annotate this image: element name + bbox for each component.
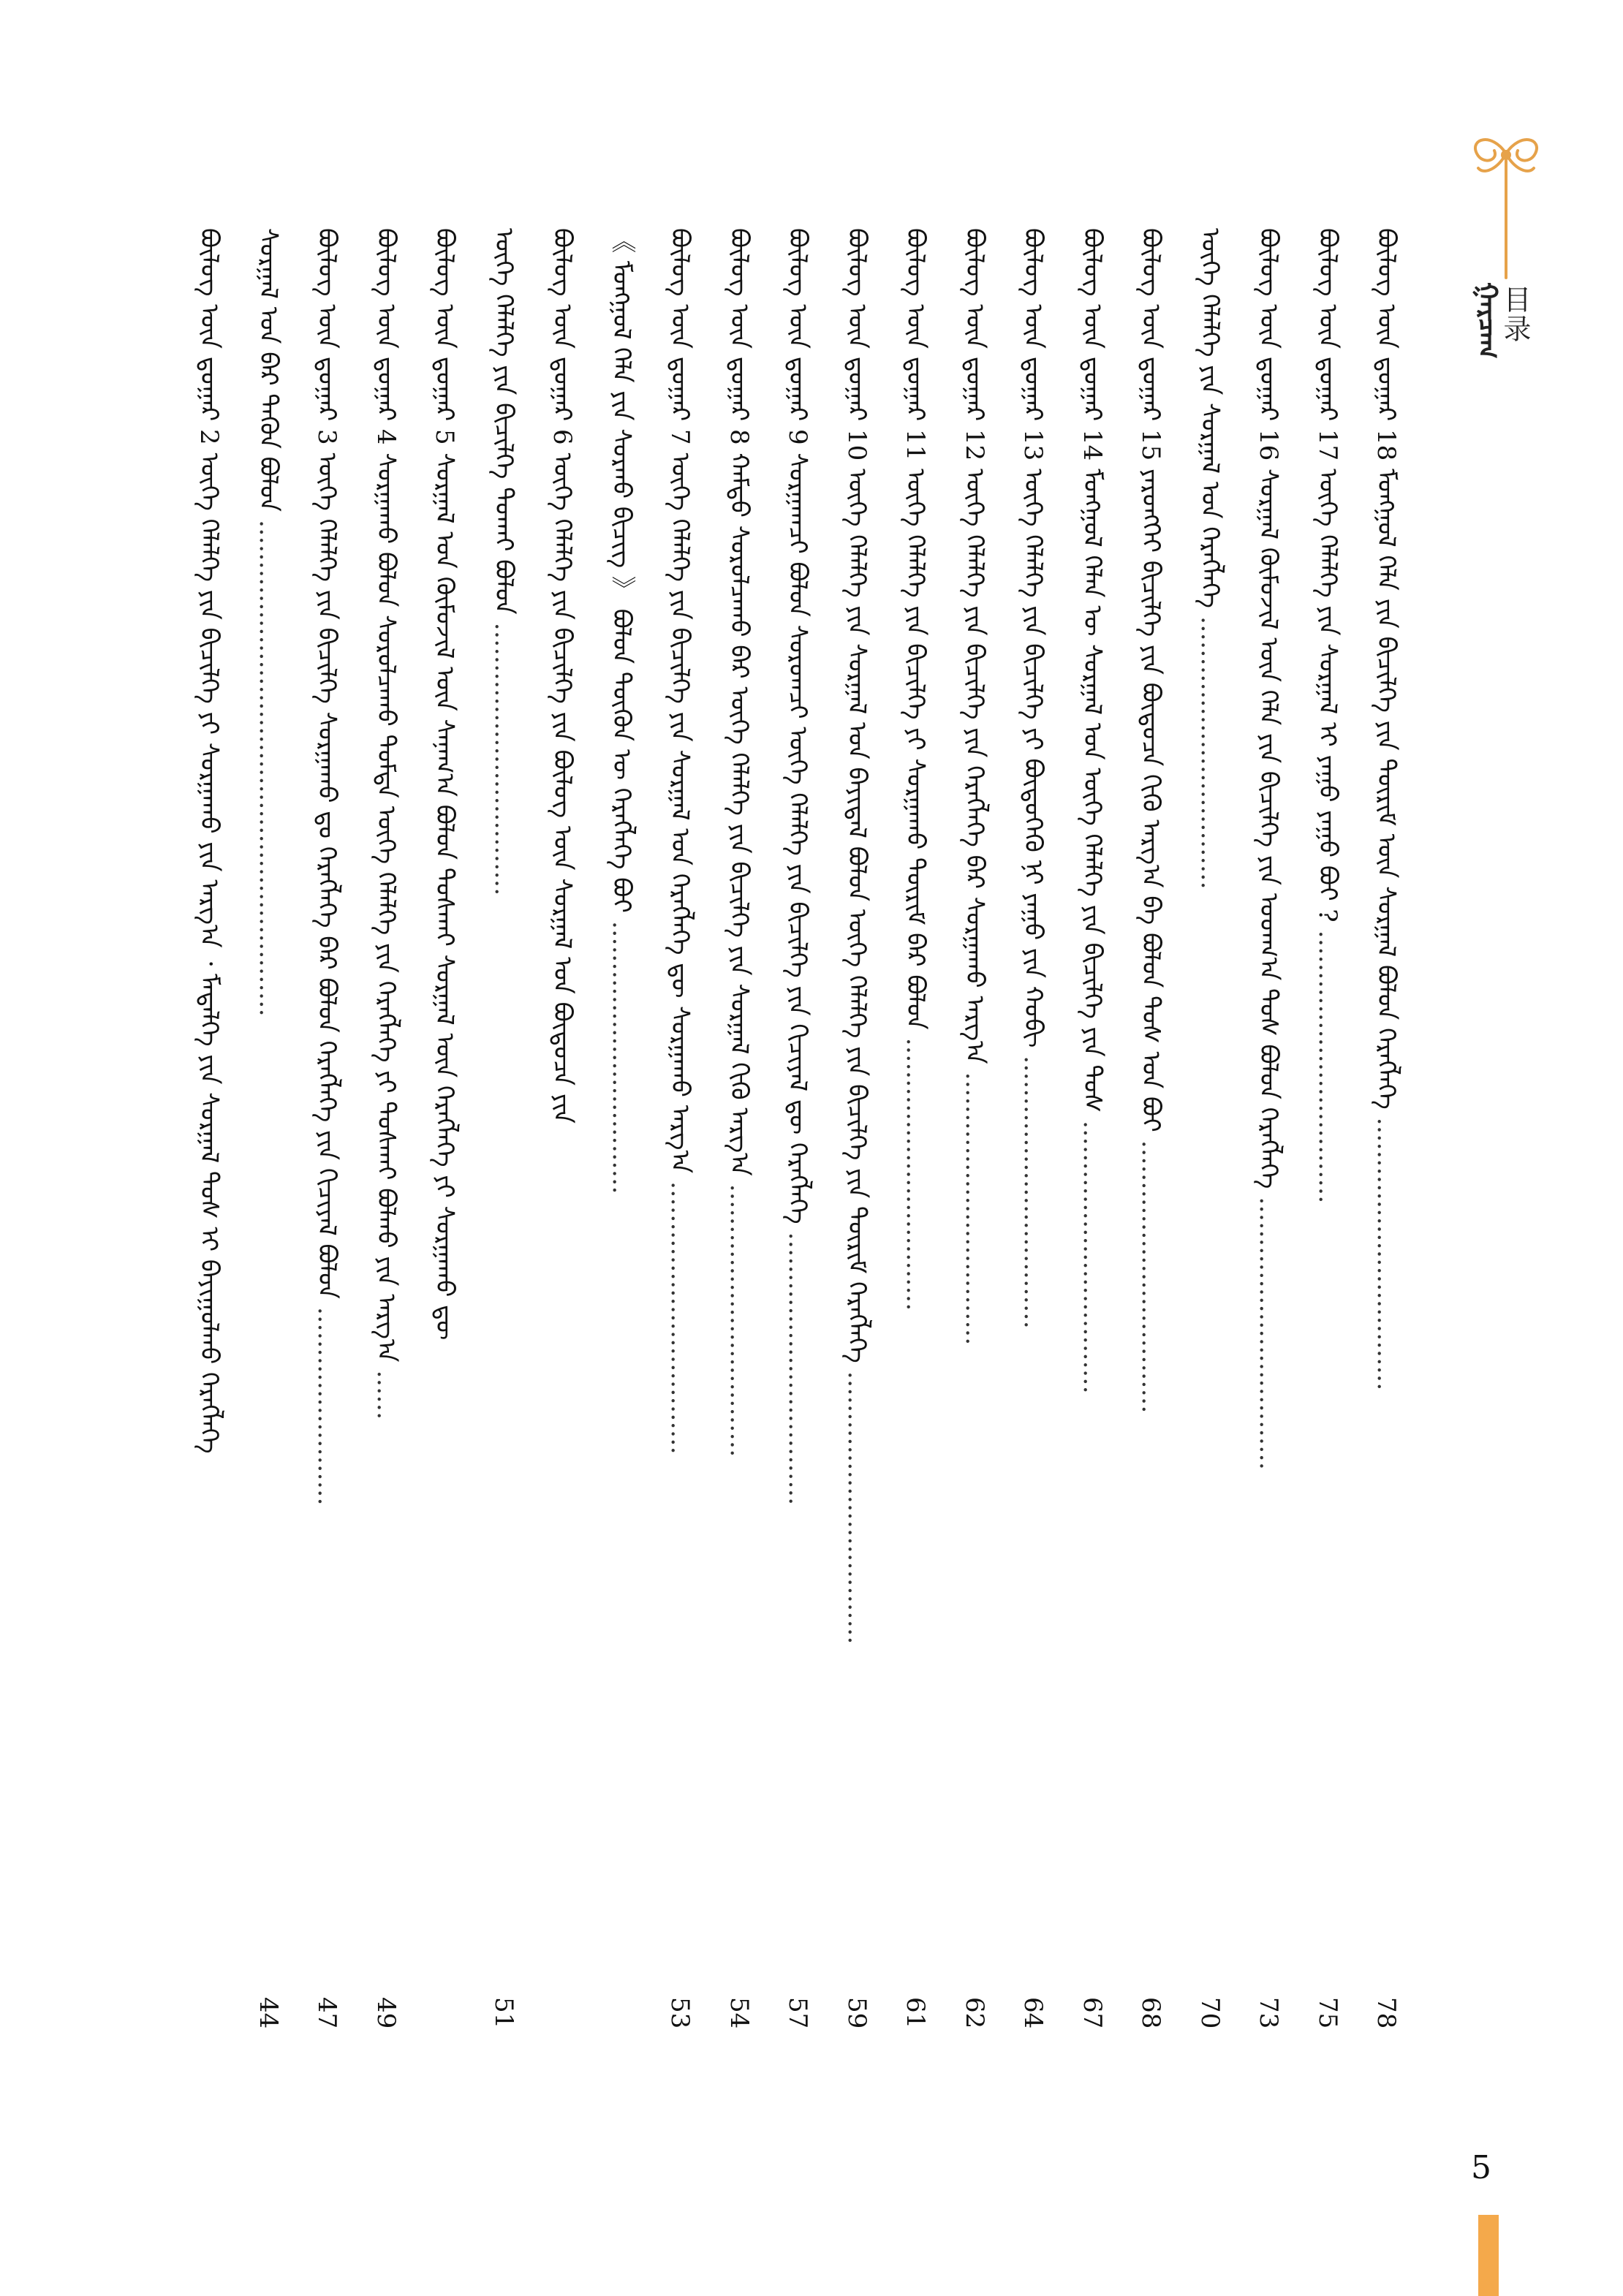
toc-entry[interactable] bbox=[899, 228, 931, 2026]
toc-entry-page: 62 bbox=[960, 1997, 989, 2029]
toc-entry-page: 44 bbox=[254, 1997, 283, 2029]
toc-entry-number: 8 bbox=[725, 429, 754, 445]
toc-entry-number: 4 bbox=[371, 429, 401, 445]
toc-entry-label: ᠪᠦᠯᠦᠭ ᠦᠨ ᠳ᠋ᠤᠭᠠᠷ bbox=[842, 228, 871, 422]
toc-entry-title: ᠦᠭᠡ ᠬᠡᠯᠡᠯᠭᠡ ᠶᠢᠨ ᠰᠤᠷᠭᠠᠯ ᠤᠨ ᠬᠡᠷᠡᠭᠯᠡᠭᠡ bbox=[1195, 228, 1225, 609]
toc-entry-label: ᠪᠦᠯᠦᠭ ᠦᠨ ᠳ᠋ᠤᠭᠠᠷ bbox=[548, 228, 577, 422]
toc-entry-title: ᠰᠤᠷᠭᠠᠯ ᠤᠨ ᠬᠦᠮᠦᠵᠢᠯ ᠦᠨ ᠰᠠᠨᠠᠭ᠎ᠠ ᠪᠤᠯᠤᠨ ᠲᠤᠰᠬᠠᠢ ᠰᠤᠷᠭᠠᠯ ᠦᠨ ᠬᠡᠷᠡᠭᠯᠡᠭᠡ ᠶᠢ ᠰᠤᠷᠭᠠᠬᠤ ᠳᠦ bbox=[430, 452, 459, 1341]
toc-entry[interactable] bbox=[428, 228, 461, 2026]
toc-entry-leader: …………………………… bbox=[1313, 930, 1342, 1204]
toc-entry[interactable] bbox=[193, 228, 225, 2026]
toc-entry-title: ᠬᠠᠮᠲᠤ ᠰᠤᠷᠤᠯᠴᠠᠬᠤ ᠪᠡᠷ ᠦᠭᠡ ᠬᠡᠯᠡᠯᠭᠡ ᠶᠢᠨ ᠪᠢᠴᠢᠯᠭᠡ ᠶᠢᠨ ᠰᠤᠷᠭᠠᠯ ᠬᠢᠬᠦ ᠠᠷᠭ᠎ᠠ bbox=[725, 452, 754, 1176]
toc-entry[interactable] bbox=[1312, 228, 1344, 2026]
toc-entry-number: 13 bbox=[1018, 429, 1048, 461]
toc-entry-leader: …………………………… bbox=[1372, 1117, 1401, 1391]
toc-entry-number: 2 bbox=[194, 429, 224, 445]
toc-entry-leader: …………………………… bbox=[489, 622, 518, 896]
toc-entry-page: 54 bbox=[725, 1997, 754, 2029]
toc-entry-number: 7 bbox=[665, 429, 695, 445]
toc-entry-title: ᠰᠤᠷᠭᠠᠭᠴᠢ ᠪᠤᠯᠤᠨ ᠰᠤᠷᠤᠭᠴᠢ ᠦᠭᠡ ᠬᠡᠯᠡᠯᠭᠡ ᠶᠢᠨ ᠪᠢᠴᠢᠯᠭᠡ ᠶᠢᠨ ᠬᠢᠴᠢᠶᠡᠯ ᠳᠦ ᠬᠡᠷᠡᠭᠯᠡᠭᠡ bbox=[783, 452, 812, 1224]
toc-entry-title: ᠦᠭᠡ ᠬᠡᠯᠡᠯᠭᠡ ᠶᠢᠨ ᠪᠢᠴᠢᠯᠭᠡ ᠰᠤᠷᠭᠠᠬᠤ ᠳᠤ ᠬᠡᠷᠡᠭᠯᠡᠭᠡ ᠪᠡᠷ ᠪᠤᠯᠤᠨ ᠬᠡᠷᠡᠭᠯᠡᠭᠡ ᠶᠢᠨ ᠬᠢᠴᠢᠶᠡᠯ ᠪᠤᠯᠤᠨ bbox=[312, 452, 341, 1299]
toc-entry[interactable] bbox=[1076, 228, 1108, 2026]
toc-entry-page: 70 bbox=[1195, 1997, 1225, 2029]
toc-entry[interactable] bbox=[1252, 228, 1285, 2026]
toc-entry[interactable] bbox=[1135, 228, 1167, 2026]
toc-entry-leader: …………………………… bbox=[725, 1183, 754, 1458]
toc-entry-page bbox=[428, 1997, 461, 2063]
toc-entry-leader: …………………………… bbox=[665, 1181, 695, 1455]
toc-entry-label: ᠪᠦᠯᠦᠭ ᠦᠨ ᠳ᠋ᠤᠭᠠᠷ bbox=[371, 228, 401, 422]
toc-entry-title: ᠰᠤᠷᠭᠠᠬᠤ ᠪᠤᠯᠤᠨ ᠰᠤᠷᠤᠯᠴᠠᠬᠤ ᠳᠤᠮᠳᠠ ᠦᠭᠡ ᠬᠡᠯᠡᠯᠭᠡ ᠶᠢᠨ ᠬᠡᠷᠡᠭᠯᠡᠭᠡ ᠶᠢ ᠲᠤᠰᠬᠠᠢ ᠪᠤᠯᠬᠤ ᠶᠢᠨ ᠠᠷᠭ᠎ᠠ bbox=[371, 452, 401, 1363]
toc-entry-page: 68 bbox=[1136, 1997, 1165, 2029]
toc-entry[interactable] bbox=[605, 228, 638, 2026]
toc-entry-title: ᠮᠤᠩᠭᠤᠯ ᠬᠡᠯᠡᠨ ᠦ ᠰᠤᠷᠭᠠᠯ ᠤᠨ ᠦᠭᠡ ᠬᠡᠯᠡᠯᠭᠡ ᠶᠢᠨ ᠪᠢᠴᠢᠯᠭᠡ ᠶᠢᠨ ᠲᠤᠰ bbox=[1078, 469, 1107, 1113]
toc-entry-number: 16 bbox=[1254, 429, 1283, 461]
toc-entry-leader: …………………………… bbox=[1195, 615, 1225, 890]
toc-entry-title: ᠦᠭᠡ ᠬᠡᠯᠡᠯᠭᠡ ᠶᠢᠨ ᠰᠤᠷᠭᠠᠯ ᠤᠨ ᠪᠠᠶᠢᠳᠠᠯ ᠪᠤᠯᠤᠨ ᠦᠭᠡ ᠬᠡᠯᠡᠯᠭᠡ ᠶᠢᠨ ᠪᠢᠴᠢᠯᠭᠡ ᠶᠢᠨ ᠳᠦᠷᠢᠮ ᠬᠡᠷᠡᠭᠯᠡᠭᠡ bbox=[842, 469, 871, 1363]
page-tab-marker bbox=[1478, 2215, 1499, 2296]
toc-entry-title: ᠦᠭᠡ ᠬᠡᠯᠡᠯᠭᠡ ᠶᠢᠨ ᠪᠢᠴᠢᠯᠭᠡ ᠶᠢᠨ ᠰᠤᠷᠭᠠᠯ ᠤᠨ ᠬᠡᠷᠡᠭᠯᠡᠭᠡ ᠳᠦ ᠰᠤᠷᠭᠠᠬᠤ ᠠᠷᠭ᠎ᠠ bbox=[665, 452, 695, 1174]
toc-entry-title: ᠮᠤᠩᠭᠤᠯ ᠬᠡᠯᠡ ᠶᠢᠨ ᠪᠢᠴᠢᠯᠭᠡ ᠶᠢᠨ ᠳᠦᠷᠢᠮ ᠦᠨ ᠰᠤᠷᠭᠠᠯ ᠪᠤᠯᠤᠨ ᠬᠡᠷᠡᠭᠯᠡᠭᠡ bbox=[1372, 469, 1401, 1110]
toc-entry-title: ᠦᠭᠡ ᠬᠡᠯᠡᠯᠭᠡ ᠶᠢᠨ ᠪᠢᠴᠢᠯᠭᠡ ᠲᠤᠬᠠᠢ ᠪᠤᠯᠤᠨ bbox=[489, 228, 518, 615]
toc-entry-number: 18 bbox=[1372, 429, 1401, 461]
toc-entry-number: 10 bbox=[842, 429, 871, 461]
toc-entry-leader: …………………………… bbox=[960, 1072, 989, 1346]
toc-entry-title: 《 ᠮᠤᠩᠭᠤᠯ ᠬᠡᠯᠡ ᠶᠢᠨ ᠰᠤᠷᠬᠤ ᠪᠢᠴᠢᠭ 》 ᠪᠤᠯᠤᠨ ᠲᠦᠭᠦᠨ ᠦ ᠬᠡᠷᠡᠭᠯᠡᠭᠡ ᠪᠤᠢ bbox=[607, 228, 636, 913]
toc-entry[interactable] bbox=[1370, 228, 1402, 2026]
toc-entry-label: ᠪᠦᠯᠦᠭ ᠦᠨ ᠳ᠋ᠤᠭᠠᠷ bbox=[1313, 228, 1342, 422]
toc-entry[interactable] bbox=[841, 228, 873, 2026]
toc-entry-leader: …………………………………………………… bbox=[254, 519, 283, 1017]
toc-entry-label: ᠪᠦᠯᠦᠭ ᠦᠨ ᠳ᠋ᠤᠭᠠᠷ bbox=[665, 228, 695, 422]
toc-entry-number: 11 bbox=[901, 429, 930, 461]
toc-entry-label: ᠪᠦᠯᠦᠭ ᠦᠨ ᠳ᠋ᠤᠭᠠᠷ bbox=[1078, 228, 1107, 422]
toc-entry-page: 73 bbox=[1254, 1997, 1283, 2029]
toc-entry-leader: …… bbox=[371, 1370, 401, 1420]
toc-entry-leader: …………………………… bbox=[1018, 1056, 1048, 1330]
toc-entry-label: ᠪᠦᠯᠦᠭ ᠦᠨ ᠳ᠋ᠤᠭᠠᠷ bbox=[430, 228, 459, 422]
toc-entry-page: 57 bbox=[783, 1997, 812, 2029]
toc-entry-page bbox=[546, 1997, 578, 2063]
toc-entry-number: 14 bbox=[1078, 429, 1107, 461]
toc-entry[interactable] bbox=[252, 228, 284, 2026]
toc-entry[interactable] bbox=[1017, 228, 1049, 2026]
page-header-title: 目录 bbox=[1499, 285, 1531, 344]
toc-entry-page: 61 bbox=[901, 1997, 930, 2029]
page-number: 5 bbox=[1471, 2149, 1491, 2186]
toc-entry-label: ᠪᠦᠯᠦᠭ ᠦᠨ ᠳ᠋ᠤᠭᠠᠷ bbox=[1372, 228, 1401, 422]
toc-entry-leader: …………………… bbox=[312, 1306, 341, 1506]
toc-entry-label: ᠪᠦᠯᠦᠭ ᠦᠨ ᠳ᠋ᠤᠭᠠᠷ bbox=[783, 228, 812, 422]
toc-entry-number: 12 bbox=[960, 429, 989, 461]
toc-entry-page: 67 bbox=[1078, 1997, 1107, 2029]
toc-entry-title: ᠦᠭᠡ ᠬᠡᠯᠡᠯᠭᠡ ᠶᠢᠨ ᠪᠢᠴᠢᠯᠭᠡ ᠶᠢ ᠰᠤᠷᠭᠠᠬᠤ ᠳᠦᠷᠢᠮ ᠪᠡᠷ ᠪᠤᠯᠤᠨ bbox=[901, 469, 930, 1030]
toc-entry-leader: …………………………… bbox=[1078, 1120, 1107, 1394]
toc-entry-title: ᠦᠭᠡ ᠬᠡᠯᠡᠯᠭᠡ ᠶᠢᠨ ᠪᠢᠴᠢᠯᠭᠡ ᠶᠢᠨ ᠪᠦᠯᠦᠭ ᠦᠨ ᠰᠤᠷᠭᠠᠯ ᠤᠨ ᠪᠦᠲᠦᠴᠡ ᠶᠢᠨ bbox=[548, 452, 577, 1124]
toc-entry-leader: …………………………… bbox=[1136, 1140, 1165, 1414]
toc-entry-page bbox=[193, 1997, 225, 2063]
toc-entry[interactable] bbox=[664, 228, 696, 2026]
toc-entry-title: ᠶᠡᠷᠦᠩᠬᠡᠢ ᠪᠢᠴᠢᠯᠭᠡ ᠶᠢᠨ ᠪᠦᠲᠦᠴᠡ ᠬᠢᠬᠦ ᠠᠷᠭ᠎ᠠ ᠪᠠ ᠪᠤᠯᠤᠨ ᠲᠤᠰ ᠤᠨ ᠪᠤᠢ bbox=[1136, 469, 1165, 1132]
toc-entry-number: 9 bbox=[783, 429, 812, 445]
toc-entry-leader: …………………………… bbox=[1254, 1197, 1283, 1471]
toc-entry-title: ᠦᠭᠡ ᠬᠡᠯᠡᠯᠭᠡ ᠶᠢᠨ ᠪᠢᠴᠢᠯᠭᠡ ᠶᠢ ᠰᠤᠷᠭᠠᠬᠤ ᠶᠢᠨ ᠠᠷᠭ᠎ᠠ ᠂ ᠮᠡᠳᠡᠯᠭᠡ ᠶᠢᠨ ᠰᠤᠷᠭᠠᠯ ᠲᠤᠰ ᠢ ᠪᠠᠶᠢᠭᠤᠯᠬᠤ ᠬᠡᠷᠡᠭᠯᠡᠭᠡ bbox=[194, 452, 224, 1454]
toc-entry-label: ᠪᠦᠯᠦᠭ ᠦᠨ ᠳ᠋ᠤᠭᠠᠷ bbox=[725, 228, 754, 422]
toc-entry[interactable] bbox=[723, 228, 755, 2026]
toc-entry-number: 3 bbox=[312, 429, 341, 445]
toc-entry-number: 15 bbox=[1136, 429, 1165, 461]
toc-entry[interactable] bbox=[958, 228, 991, 2026]
toc-entry-page: 51 bbox=[489, 1997, 518, 2029]
toc-entry-leader: …………………………… bbox=[901, 1037, 930, 1311]
toc-entry-title: ᠦᠭᠡ ᠬᠡᠯᠡᠯᠭᠡ ᠶᠢᠨ ᠪᠢᠴᠢᠯᠭᠡ ᠶᠢᠨ ᠬᠡᠷᠡᠭᠯᠡᠭᠡ ᠪᠡᠷ ᠰᠤᠷᠭᠠᠬᠤ ᠠᠷᠭ᠎ᠠ bbox=[960, 469, 989, 1064]
toc-entry-title: ᠰᠤᠷᠭᠠᠯ ᠬᠦᠮᠦᠵᠢᠯ ᠦᠨ ᠬᠡᠯᠡ ᠶᠢᠨ ᠪᠢᠴᠢᠯᠭᠡ ᠶᠢᠨ ᠤᠳᠬ᠎ᠠ ᠲᠤᠰ ᠪᠤᠯᠤᠨ ᠬᠡᠷᠡᠭᠯᠡᠭᠡ bbox=[1254, 469, 1283, 1189]
toc-entry-page: 75 bbox=[1313, 1997, 1342, 2029]
toc-entry-label: ᠪᠦᠯᠦᠭ ᠦᠨ ᠳ᠋ᠤᠭᠠᠷ bbox=[194, 228, 224, 422]
toc-entry-page bbox=[605, 1997, 638, 2063]
toc-entry-title: ᠰᠤᠷᠭᠠᠯ ᠤᠨ ᠪᠡᠷ ᠲᠡᠭᠦᠨ ᠪᠤᠯᠤᠨ bbox=[254, 228, 283, 512]
toc-entry-title: ᠦᠭᠡ ᠬᠡᠯᠡᠯᠭᠡ ᠶᠢᠨ ᠪᠢᠴᠢᠯᠭᠡ ᠶᠢ ᠪᠦᠲᠦᠭᠡᠬᠦ ᠨᠢ ᠶᠠᠭᠤ ᠶᠢᠨ ᠬᠤᠪᠢ bbox=[1018, 469, 1048, 1048]
toc-entry-page: 64 bbox=[1018, 1997, 1048, 2029]
toc-entry-label: ᠪᠦᠯᠦᠭ ᠦᠨ ᠳ᠋ᠤᠭᠠᠷ bbox=[1018, 228, 1048, 422]
table-of-contents bbox=[183, 228, 1455, 2099]
toc-entry-page: 53 bbox=[665, 1997, 695, 2029]
toc-entry-page: 47 bbox=[312, 1997, 341, 2029]
page-header-word: ᠭᠠᠷᠴᠠᠭ bbox=[1472, 282, 1503, 359]
toc-entry-label: ᠪᠦᠯᠦᠭ ᠦᠨ ᠳ᠋ᠤᠭᠠᠷ bbox=[960, 228, 989, 422]
toc-entry[interactable] bbox=[311, 228, 343, 2026]
toc-entry-leader: …………………………… bbox=[842, 1371, 871, 1645]
toc-entry-leader: …………………………… bbox=[607, 920, 636, 1194]
toc-entry-number: 5 bbox=[430, 429, 459, 445]
toc-entry-title: ᠦᠭᠡ ᠬᠡᠯᠡᠯᠭᠡ ᠶᠢᠨ ᠰᠤᠷᠭᠠᠯ ᠢ ᠶᠠᠭᠤ ᠶᠠᠭᠤ ᠪᠤᠢ ? bbox=[1313, 469, 1342, 922]
toc-entry[interactable] bbox=[488, 228, 520, 2026]
toc-entry-number: 6 bbox=[548, 429, 577, 445]
toc-entry-page: 78 bbox=[1372, 1997, 1401, 2029]
toc-entry[interactable] bbox=[546, 228, 578, 2026]
toc-entry[interactable] bbox=[782, 228, 814, 2026]
toc-entry[interactable] bbox=[370, 228, 402, 2026]
toc-entry-leader: …………………………… bbox=[783, 1232, 812, 1506]
toc-entry[interactable] bbox=[1194, 228, 1226, 2026]
toc-entry-page: 49 bbox=[371, 1997, 401, 2029]
toc-entry-label: ᠪᠦᠯᠦᠭ ᠦᠨ ᠳ᠋ᠤᠭᠠᠷ bbox=[901, 228, 930, 422]
toc-entry-label: ᠪᠦᠯᠦᠭ ᠦᠨ ᠳ᠋ᠤᠭᠠᠷ bbox=[312, 228, 341, 422]
toc-entry-label: ᠪᠦᠯᠦᠭ ᠦᠨ ᠳ᠋ᠤᠭᠠᠷ bbox=[1136, 228, 1165, 422]
toc-entry-page: 59 bbox=[842, 1997, 871, 2029]
toc-entry-number: 17 bbox=[1313, 429, 1342, 461]
toc-entry-label: ᠪᠦᠯᠦᠭ ᠦᠨ ᠳ᠋ᠤᠭᠠᠷ bbox=[1254, 228, 1283, 422]
